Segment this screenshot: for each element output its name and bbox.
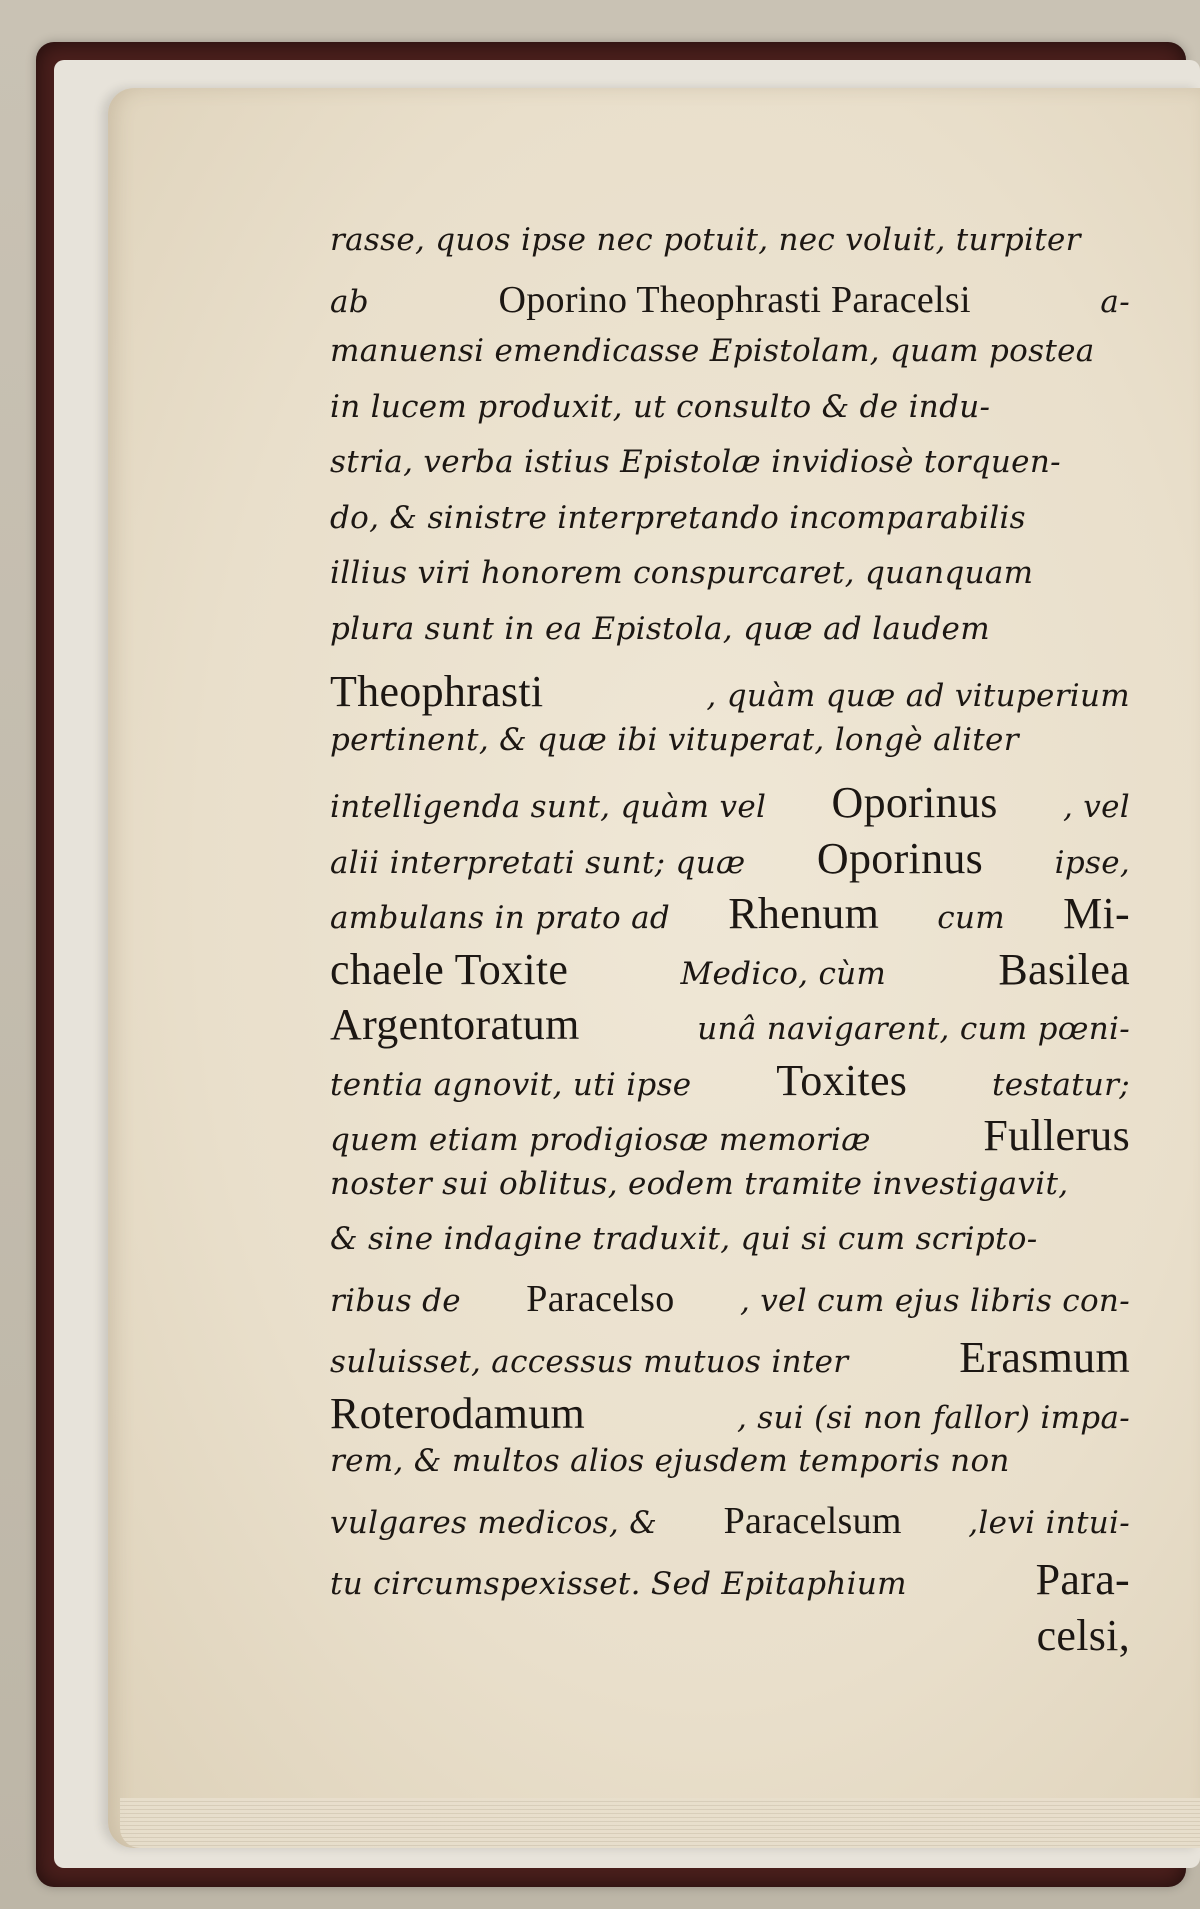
text-line: stria, verba istius Epistolæ invidiosè torquen- xyxy=(330,444,1061,480)
text-line: ab Oporino Theophrasti Paracelsi a- xyxy=(330,278,1130,321)
text-line: quem etiam prodigiosæ memoriæ Fullerus xyxy=(330,1111,1130,1160)
text-line: rem, & multos alios ejusdem temporis non xyxy=(330,1443,1010,1479)
text-line: Argentoratum unâ navigarent, cum pœni- xyxy=(330,1000,1130,1049)
text-line: Roterodamum , sui (si non fallor) impa- xyxy=(330,1388,1130,1438)
text-line: manuensi emendicasse Epistolam, quam postea xyxy=(330,333,1095,369)
text-line: intelligenda sunt, quàm vel Oporinus , vel xyxy=(330,778,1130,827)
text-line: Theophrasti , quàm quæ ad vituperium xyxy=(330,667,1130,716)
text-line: chaele Toxite Medico, cùm Basilea xyxy=(330,944,1130,994)
text-line: rasse, quos ipse nec potuit, nec voluit, turpiter xyxy=(330,222,1081,258)
text-line: ribus de Paracelso , vel cum ejus libris con- xyxy=(330,1277,1130,1320)
page-fore-edge xyxy=(120,1798,1200,1848)
text-line: vulgares medicos, & Paracelsum ,levi intui- xyxy=(330,1499,1130,1542)
text-line: suluisset, accessus mutuos inter Erasmum xyxy=(330,1333,1130,1382)
page-text xyxy=(330,222,1130,1665)
text-line: do, & sinistre interpretando incomparabilis xyxy=(330,499,1026,536)
text-line: noster sui oblitus, eodem tramite investigavit, xyxy=(330,1165,1069,1202)
text-line: plura sunt in ea Epistola, quæ ad laudem xyxy=(330,610,990,647)
text-line: alii interpretati sunt; quæ Oporinus ipse, xyxy=(330,833,1130,883)
text-line: & sine indagine traduxit, qui si cum scripto- xyxy=(330,1221,1038,1257)
text-line: ambulans in prato ad Rhenum cum Mi- xyxy=(330,889,1130,938)
text-line: tu circumspexisset. Sed Epitaphium Para- xyxy=(330,1555,1130,1604)
text-line: pertinent, & quæ ibi vituperat, longè aliter xyxy=(330,721,1019,758)
text-line: in lucem produxit, ut consulto & de indu- xyxy=(330,388,991,425)
text-line: illius viri honorem conspurcaret, quanquam xyxy=(330,555,1034,591)
catchword: celsi, xyxy=(1036,1610,1130,1660)
text-line: tentia agnovit, uti ipse Toxites testatur; xyxy=(330,1055,1130,1105)
